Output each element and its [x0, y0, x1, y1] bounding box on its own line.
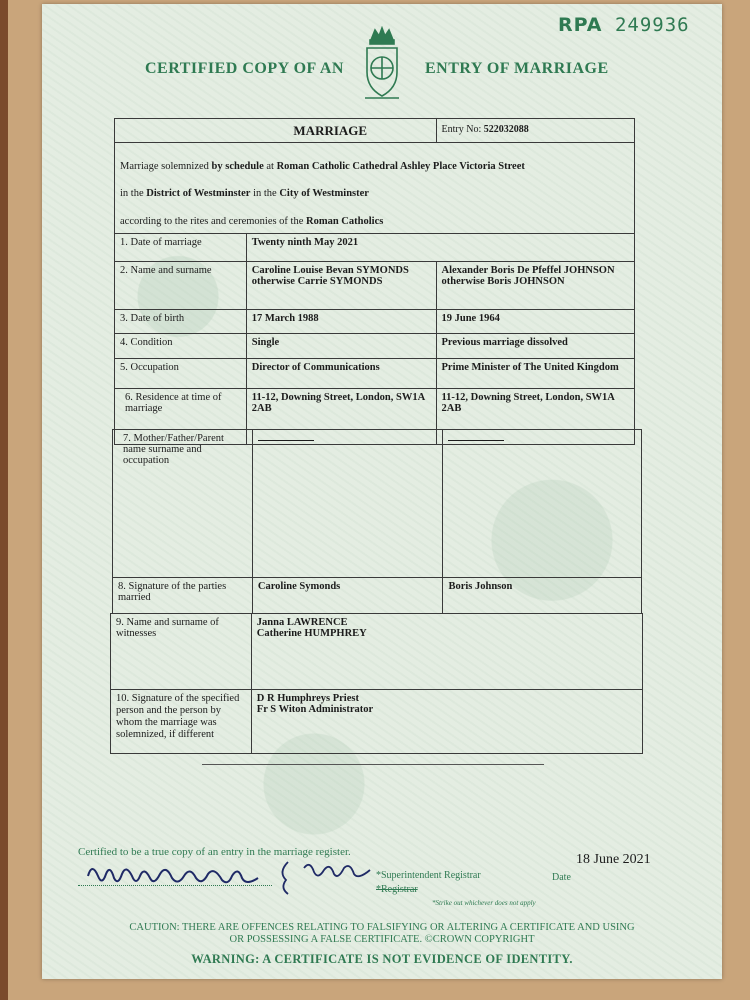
caution-line-2: OR POSSESSING A FALSE CERTIFICATE. ©CROWN COPYRIGHT: [229, 934, 535, 945]
signature-line: [78, 885, 272, 886]
row-date-of-birth: [115, 310, 635, 334]
row-officiant: [111, 690, 643, 754]
bride-signature: Caroline Symonds: [252, 578, 443, 614]
role-registrar-struck: *Registrar: [376, 884, 418, 895]
marriage-district: District of Westminster: [146, 188, 251, 199]
bride-name: Caroline Louise Bevan SYMONDS otherwise Carrie SYMONDS: [246, 262, 436, 310]
groom-name: Alexander Boris De Pfeffel JOHNSON otherwise Boris JOHNSON: [436, 262, 635, 310]
caution-notice: [122, 922, 642, 946]
groom-occupation: Prime Minister of The United Kingdom: [436, 359, 635, 389]
nil-dash: [258, 440, 314, 441]
entry-number: 522032088: [483, 124, 529, 135]
row-name: [115, 262, 635, 310]
bride-condition: Single: [246, 334, 436, 359]
officiant-names: [251, 690, 642, 754]
date-of-marriage-value: Twenty ninth May 2021: [246, 234, 634, 262]
date-label: Date: [552, 872, 571, 883]
heading-right: ENTRY OF MARRIAGE: [425, 60, 609, 77]
groom-signature: Boris Johnson: [443, 578, 642, 614]
row-parents: [113, 430, 642, 578]
witness-1: Janna LAWRENCE: [256, 617, 348, 628]
serial-prefix: RPA: [558, 14, 603, 36]
row-signature: [113, 578, 642, 614]
warning-notice: WARNING: A CERTIFICATE IS NOT EVIDENCE OF IDENTITY.: [191, 952, 573, 966]
row-label: 10. Signature of the specified person and the person by whom the marriage was solemnized, if different: [111, 690, 252, 754]
role-superintendent-registrar: *Superintendent Registrar: [376, 870, 481, 881]
bride-dob: 17 March 1988: [246, 310, 436, 334]
row-label: 4. Condition: [115, 334, 247, 359]
serial-digits: 249936: [614, 14, 690, 36]
register-parents-block: [112, 429, 642, 614]
register-title: MARRIAGE: [293, 123, 368, 138]
row-date-of-marriage: [115, 234, 635, 262]
intro-by-schedule: by schedule: [211, 161, 264, 172]
marriage-venue: Roman Catholic Cathedral Ashley Place Victoria Street: [276, 161, 525, 172]
bride-residence: 11-12, Downing Street, London, SW1A 2AB: [246, 389, 436, 445]
nil-dash: [448, 440, 504, 441]
intro-text: according to the rites and ceremonies of the: [120, 216, 304, 227]
entry-number-label: Entry No:: [441, 124, 482, 135]
row-label: 7. Mother/Father/Parent name surname and occupation: [113, 430, 253, 578]
row-label: 6. Residence at time of marriage: [115, 389, 247, 445]
marriage-rites: Roman Catholics: [306, 216, 384, 227]
row-label: 5. Occupation: [115, 359, 247, 389]
groom-residence: 11-12, Downing Street, London, SW1A 2AB: [436, 389, 635, 445]
row-label: 3. Date of birth: [115, 310, 247, 334]
row-label: 2. Name and surname: [115, 262, 247, 310]
marriage-city: City of Westminster: [279, 188, 369, 199]
intro-text: in the: [120, 188, 144, 199]
marriage-intro: [115, 143, 635, 234]
intro-text: Marriage solemnized: [120, 161, 209, 172]
groom-condition: Previous marriage dissolved: [436, 334, 635, 359]
row-occupation: [115, 359, 635, 389]
bride-occupation: Director of Communications: [246, 359, 436, 389]
caution-line-1: CAUTION: THERE ARE OFFENCES RELATING TO FALSIFYING OR ALTERING A CERTIFICATE AND USING: [129, 922, 635, 933]
witness-2: Catherine HUMPHREY: [256, 628, 367, 639]
heading-left: CERTIFIED COPY OF AN: [145, 60, 344, 77]
officiant-1: D R Humphreys Priest: [256, 693, 359, 704]
intro-text: at: [266, 161, 274, 172]
groom-dob: 19 June 1964: [436, 310, 635, 334]
witness-names: [251, 614, 642, 690]
row-label: 9. Name and surname of witnesses: [111, 614, 252, 690]
certified-text: Certified to be a true copy of an entry in the marriage register.: [78, 846, 351, 858]
handwritten-signature-icon: [82, 852, 382, 896]
intro-text: in the: [253, 188, 277, 199]
marriage-register-entry: [114, 118, 635, 445]
rule: [202, 764, 544, 765]
row-witnesses: [111, 614, 643, 690]
royal-coat-of-arms-icon: [361, 26, 403, 104]
strike-out-note: *Strike out whichever does not apply: [432, 899, 536, 907]
certificate-page: [42, 4, 722, 979]
row-condition: [115, 334, 635, 359]
row-label: 1. Date of marriage: [115, 234, 247, 262]
register-witness-block: [110, 613, 643, 754]
officiant-2: Fr S Witon Administrator: [256, 704, 374, 715]
row-label: 8. Signature of the parties married: [113, 578, 253, 614]
certificate-date: 18 June 2021: [576, 852, 651, 867]
serial-number: [558, 14, 690, 36]
